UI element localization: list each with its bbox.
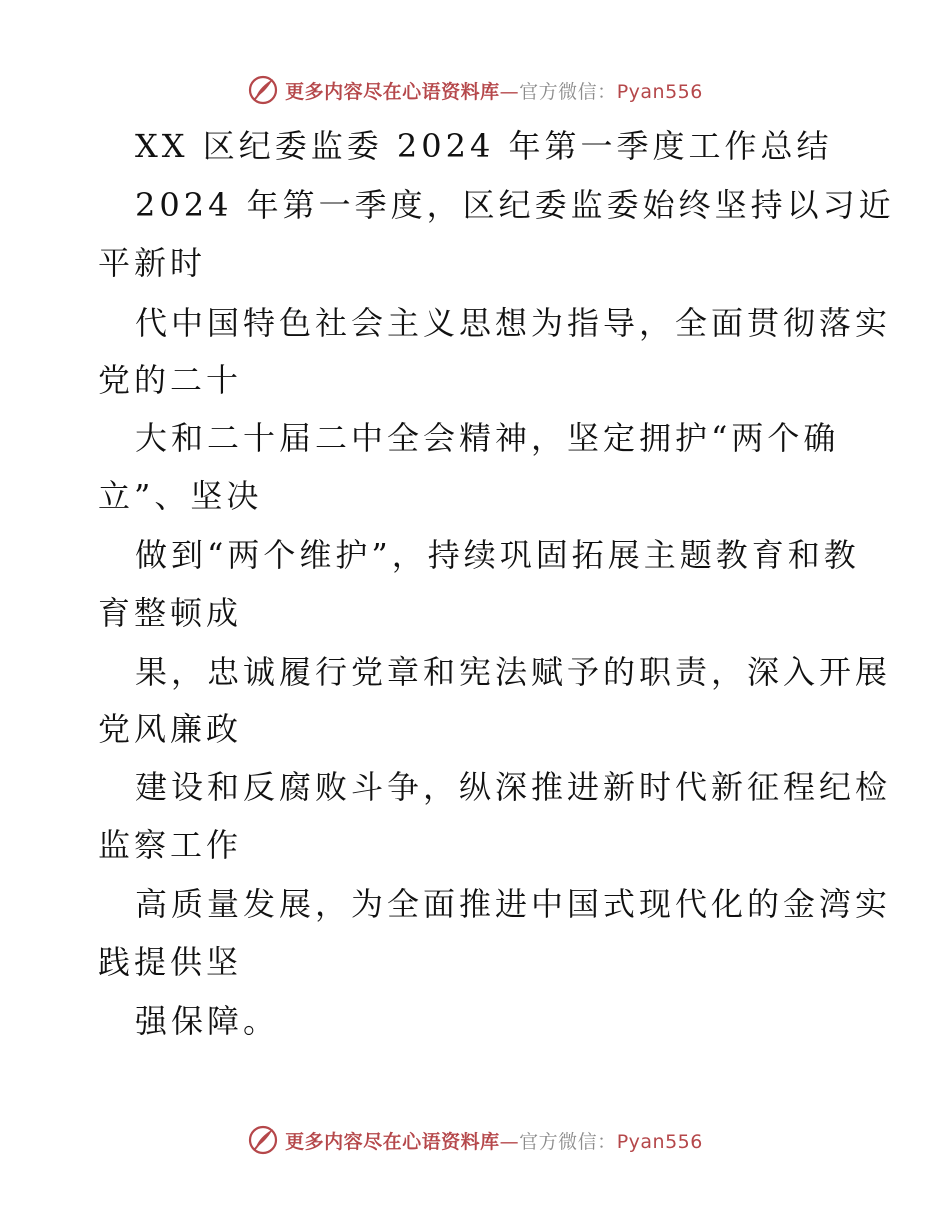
- paragraph-line: 育整顿成: [98, 594, 243, 632]
- paragraph-line: 强保障。: [135, 1002, 280, 1040]
- paragraph-line: 2024 年第一季度，区纪委监委始终坚持以习近: [135, 186, 895, 224]
- paragraph-line: 做到“两个维护”，持续巩固拓展主题教育和教: [135, 536, 860, 574]
- banner-separator: —: [499, 80, 520, 103]
- banner-wechat-label: 官方微信：: [519, 80, 617, 103]
- paragraph-line: 党风廉政: [98, 710, 243, 748]
- banner-wechat-id: Pyan556: [616, 80, 703, 103]
- quill-logo-icon: [247, 1124, 279, 1156]
- paragraph-line: 党的二十: [98, 361, 243, 399]
- banner-main-text: 更多内容尽在心语资料库: [285, 80, 500, 103]
- paragraph-line: 监察工作: [98, 826, 243, 864]
- paragraph-line: 平新时: [98, 244, 207, 282]
- paragraph-line: 果，忠诚履行党章和宪法赋予的职责，深入开展: [135, 653, 892, 691]
- paragraph-line: 代中国特色社会主义思想为指导，全面贯彻落实: [135, 304, 892, 342]
- document-title: XX 区纪委监委 2024 年第一季度工作总结: [135, 127, 833, 165]
- paragraph-line: 建设和反腐败斗争，纵深推进新时代新征程纪检: [135, 768, 892, 806]
- paragraph-line: 立”、坚决: [98, 477, 263, 515]
- paragraph-line: 大和二十届二中全会精神，坚定拥护“两个确: [135, 419, 840, 457]
- banner-wechat-id: Pyan556: [616, 1130, 703, 1153]
- banner-separator: —: [499, 1130, 520, 1153]
- banner-text: [285, 1127, 703, 1154]
- banner-main-text: 更多内容尽在心语资料库: [285, 1130, 500, 1153]
- paragraph-line: 高质量发展，为全面推进中国式现代化的金湾实: [135, 885, 892, 923]
- footer-watermark-banner: [0, 1120, 950, 1160]
- paragraph-line: 践提供坚: [98, 943, 243, 981]
- banner-wechat-label: 官方微信：: [519, 1130, 617, 1153]
